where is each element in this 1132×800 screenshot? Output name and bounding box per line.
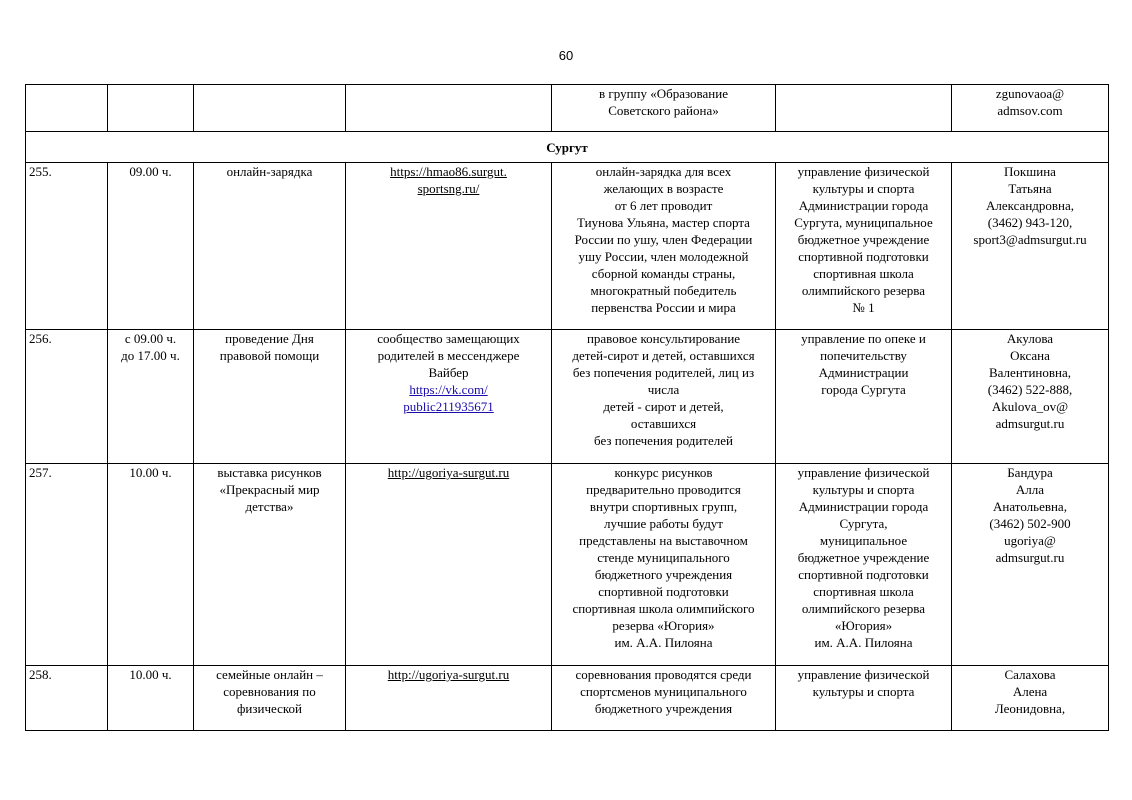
cell-text: многократный победитель [590,283,737,298]
cell-empty [346,85,552,132]
cell-text: олимпийского резерва [801,283,926,298]
cell-text: admsurgut.ru [995,550,1065,565]
cell-text: бюджетного учреждения [594,567,733,582]
cell-text: соревнования проводятся среди [575,667,752,682]
cell-text: спортивная школа [813,584,914,599]
cell-text: «Прекрасный мир [219,482,320,497]
cell-text: в группу «Образование [599,86,728,101]
vk-link[interactable]: https://vk.com/ [409,382,488,397]
cell-empty [108,85,194,132]
vk-link[interactable]: public211935671 [403,399,494,414]
cell-text: культуры и спорта [812,181,915,196]
cell-text: Покшина [1004,164,1056,179]
cell-text: управление физической [797,465,930,480]
cell-contact [952,85,1109,132]
cell-text: 10.00 ч. [129,667,172,682]
row-number: 255. [26,163,108,330]
cell-organizer [776,163,952,330]
cell-place [346,464,552,666]
cell-place [346,666,552,731]
cell-description [552,666,776,731]
cell-text: предварительно проводится [586,482,741,497]
cell-contact [952,464,1109,666]
cell-event [194,330,346,464]
cell-place [346,330,552,464]
cell-event [194,666,346,731]
cell-text: 10.00 ч. [129,465,172,480]
cell-text: детства» [245,499,294,514]
section-title: Сургут [26,132,1109,163]
cell-text: детей-сирот и детей, оставшихся [572,348,755,363]
cell-text: спортивной подготовки [798,567,929,582]
row-number: 258. [26,666,108,731]
cell-text: Akulova_ov@ [991,399,1069,414]
place-link[interactable]: https://hmao86.surgut. [390,164,507,179]
table-row-continued [26,85,1109,132]
place-link[interactable]: sportsng.ru/ [417,181,480,196]
cell-text: Леонидовна, [994,701,1066,716]
cell-text: (3462) 502-900 [989,516,1071,531]
cell-text: Советского района» [608,103,719,118]
cell-text: спортивной подготовки [798,249,929,264]
cell-text: ушу России, член молодежной [578,249,749,264]
cell-empty [26,85,108,132]
page-number: 60 [558,48,574,63]
cell-text: конкурс рисунков [614,465,713,480]
cell-text: Валентиновна, [989,365,1071,380]
cell-text: семейные онлайн – [216,667,323,682]
place-link[interactable]: http://ugoriya-surgut.ru [387,667,510,682]
cell-text: zgunovaoa@ [995,86,1065,101]
cell-text: правовой помощи [219,348,320,363]
cell-description [552,330,776,464]
cell-text: sport3@admsurgut.ru [973,232,1087,247]
place-link[interactable]: http://ugoriya-surgut.ru [387,465,510,480]
cell-time [108,666,194,731]
cell-text: Тиунова Ульяна, мастер спорта [577,215,750,230]
cell-text: проведение Дня [225,331,314,346]
cell-text: Администрации города [798,198,929,213]
cell-text: онлайн-зарядка для всех [595,164,732,179]
cell-text: спортивная школа олимпийского [572,601,755,616]
cell-text: без попечения родителей, лиц из [572,365,755,380]
cell-text: им. А.А. Пилояна [814,635,913,650]
cell-text: (3462) 943-120, [987,215,1073,230]
cell-organizer [776,330,952,464]
cell-event [194,464,346,666]
cell-text: управление физической [797,164,930,179]
events-table [25,84,1109,731]
cell-text: числа [647,382,680,397]
cell-text: попечительству [820,348,907,363]
cell-text: 09.00 ч. [129,164,172,179]
cell-text: Александровна, [985,198,1075,213]
table-row [26,666,1109,731]
cell-empty [194,85,346,132]
cell-event [194,163,346,330]
cell-text: № 1 [852,300,875,315]
cell-text: Вайбер [428,365,469,380]
cell-text: им. А.А. Пилояна [614,635,713,650]
cell-time [108,464,194,666]
cell-text: Бандура [1007,465,1053,480]
cell-text: выставка рисунков [217,465,322,480]
cell-text: «Югория» [834,618,893,633]
cell-text: бюджетное учреждение [797,550,930,565]
cell-text: муниципальное [819,533,908,548]
cell-text: правовое консультирование [586,331,741,346]
cell-text: России по ушу, член Федерации [574,232,753,247]
cell-text: физической [237,701,302,716]
cell-organizer [776,464,952,666]
cell-text: культуры и спорта [812,684,915,699]
cell-text: с 09.00 ч. [124,331,177,346]
cell-text: резерва «Югория» [612,618,715,633]
cell-text: Алена [1012,684,1048,699]
cell-text: от 6 лет проводит [614,198,713,213]
row-number: 257. [26,464,108,666]
cell-text: представлены на выставочном [579,533,748,548]
cell-text: спортивная школа [813,266,914,281]
cell-text: сборной команды страны, [591,266,736,281]
cell-text: города Сургута [821,382,906,397]
cell-text: (3462) 522-888, [987,382,1073,397]
cell-text: Оксана [1010,348,1050,363]
cell-text: внутри спортивных групп, [589,499,738,514]
cell-text: олимпийского резерва [801,601,926,616]
cell-text: Сургута, [839,516,888,531]
cell-contact [952,330,1109,464]
row-number: 256. [26,330,108,464]
cell-description [552,464,776,666]
cell-text: управление физической [797,667,930,682]
section-row [26,132,1109,163]
cell-text: ugoriya@ [1004,533,1056,548]
cell-text: желающих в возрасте [603,181,724,196]
cell-place [346,163,552,330]
cell-text: управление по опеке и [801,331,926,346]
table-row [26,330,1109,464]
cell-time [108,330,194,464]
cell-text: Анатольевна, [993,499,1067,514]
cell-text: культуры и спорта [812,482,915,497]
cell-organizer [776,666,952,731]
cell-text: admsurgut.ru [995,416,1065,431]
cell-text: Татьяна [1008,181,1052,196]
cell-text: стенде муниципального [597,550,730,565]
cell-text: Салахова [1004,667,1056,682]
cell-text: Акулова [1006,331,1054,346]
cell-text: admsov.com [997,103,1063,118]
cell-text: лучшие работы будут [604,516,723,531]
cell-text: сообщество замещающих [377,331,520,346]
cell-text: бюджетное учреждение [797,232,930,247]
cell-text: первенства России и мира [591,300,736,315]
cell-text: Сургута, муниципальное [794,215,933,230]
cell-text: без попечения родителей [594,433,733,448]
cell-text: онлайн-зарядка [226,164,313,179]
cell-text: до 17.00 ч. [121,348,180,363]
table-row [26,464,1109,666]
table-row [26,163,1109,330]
cell-empty [776,85,952,132]
cell-text: бюджетного учреждения [594,701,733,716]
cell-time [108,163,194,330]
cell-text: спортивной подготовки [598,584,729,599]
cell-contact [952,666,1109,731]
cell-text: Алла [1015,482,1045,497]
cell-text: Администрации города [798,499,929,514]
cell-text: родителей в мессенджере [377,348,520,363]
cell-description [552,85,776,132]
cell-text: оставшихся [630,416,697,431]
cell-text: детей - сирот и детей, [603,399,724,414]
cell-text: спортсменов муниципального [580,684,747,699]
cell-text: соревнования по [223,684,316,699]
cell-description [552,163,776,330]
cell-text: Администрации [818,365,909,380]
cell-contact [952,163,1109,330]
